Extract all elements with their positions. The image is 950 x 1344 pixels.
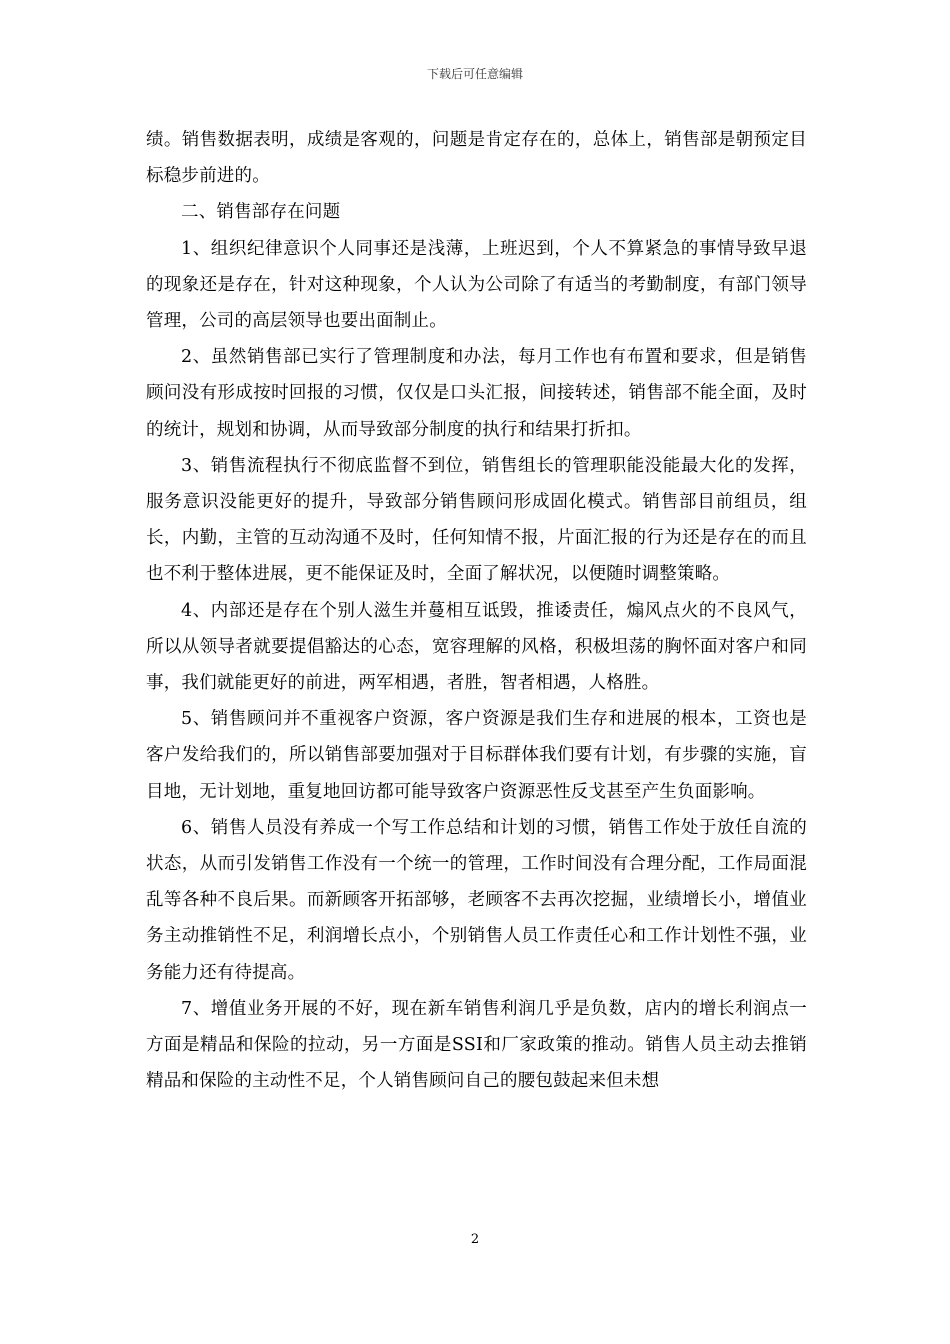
paragraph-item-7: 7、增值业务开展的不好，现在新车销售利润几乎是负数，店内的增长利润点一方面是精品和保险的拉动，另一方面是SSI和厂家政策的推动。销售人员主动去推销精品和保险的主动性不足，个人销售顾问自己的腰包鼓起来但未想 bbox=[146, 998, 807, 1092]
paragraph-item-6: 6、销售人员没有养成一个写工作总结和计划的习惯，销售工作处于放任自流的状态，从而引发销售工作没有一个统一的管理，工作时间没有合理分配，工作局面混乱等各种不良后果。而新顾客开拓部够，老顾客不去再次挖掘，业绩增长小，增值业务主动推销性不足，利润增长点小，个别销售人员工作责任心和工作计划性不强，业务能力还有待提高。 bbox=[146, 817, 807, 983]
paragraph-item-2: 2、虽然销售部已实行了管理制度和办法，每月工作也有布置和要求，但是销售顾问没有形成按时回报的习惯，仅仅是口头汇报，间接转述，销售部不能全面，及时的统计，规划和协调，从而导致部分制度的执行和结果打折扣。 bbox=[146, 347, 807, 440]
paragraph-item-3: 3、销售流程执行不彻底监督不到位，销售组长的管理职能没能最大化的发挥，服务意识没能更好的提升，导致部分销售顾问形成固化模式。销售部目前组员，组长，内勤，主管的互动沟通不及时，任何知情不报，片面汇报的行为还是存在的而且也不利于整体进展，更不能保证及时，全面了解状况，以便随时调整策略。 bbox=[146, 455, 807, 585]
section-heading: 二、销售部存在问题 bbox=[181, 202, 341, 223]
paragraph-item-1: 1、组织纪律意识个人同事还是浅薄，上班迟到，个人不算紧急的事情导致早退的现象还是存在，针对这种现象，个人认为公司除了有适当的考勤制度，有部门领导管理，公司的高层领导也要出面制止。 bbox=[146, 238, 807, 332]
page-header: 下载后可任意编辑 bbox=[426, 67, 523, 81]
paragraph-continuation: 绩。销售数据表明，成绩是客观的，问题是肯定存在的，总体上，销售部是朝预定目标稳步前进的。 bbox=[146, 130, 807, 187]
page-number: 2 bbox=[470, 1232, 480, 1247]
paragraph-item-4: 4、内部还是存在个别人滋生并蔓相互诋毁，推诿责任，煽风点火的不良风气，所以从领导者就要提倡豁达的心态，宽容理解的风格，积极坦荡的胸怀面对客户和同事，我们就能更好的前进，两军相遇，者胜，智者相遇，人格胜。 bbox=[146, 600, 807, 694]
paragraph-item-5: 5、销售顾问并不重视客户资源，客户资源是我们生存和进展的根本，工资也是客户发给我们的，所以销售部要加强对于目标群体我们要有计划，有步骤的实施，盲目地，无计划地，重复地回访都可能导致客户资源恶性反戈甚至产生负面影响。 bbox=[146, 709, 807, 802]
document-body bbox=[146, 122, 807, 1099]
